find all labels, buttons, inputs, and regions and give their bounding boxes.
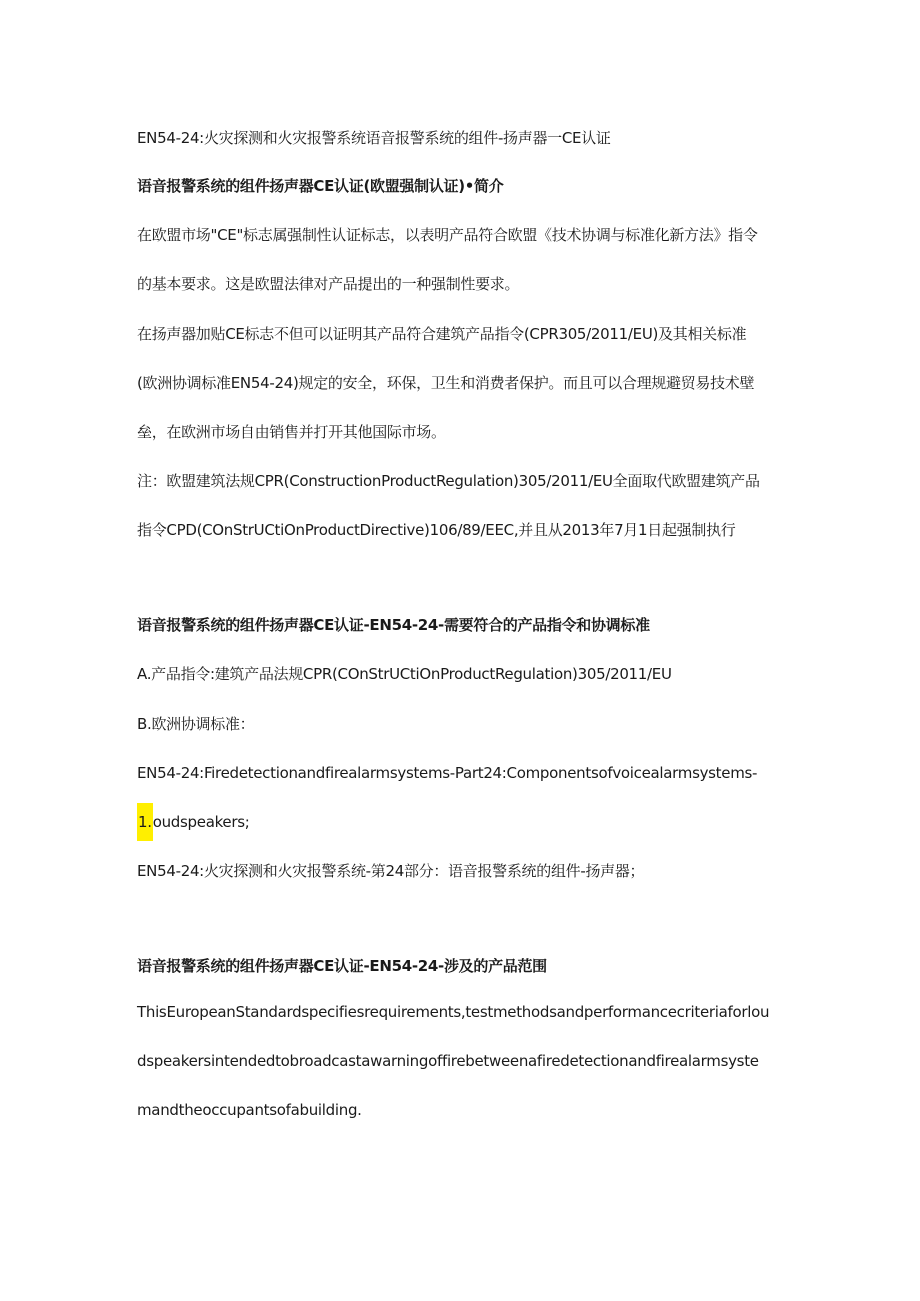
section1-para1-line1: 在欧盟市场"CE"标志属强制性认证标志，以表明产品符合欧盟《技术协调与标准化新方法》指令 <box>137 226 758 244</box>
standard-cn-line: EN54-24:火灾探测和火灾报警系统-第24部分：语音报警系统的组件-扬声器； <box>137 862 645 880</box>
standard-en-line1: EN54-24:Firedetectionandfirealarmsystems-Part24:Componentsofvoicealarmsystems- <box>137 764 758 782</box>
section1-para2-line2: (欧洲协调标准EN54-24)规定的安全，环保，卫生和消费者保护。而且可以合理规避贸易技术壁 <box>137 374 755 392</box>
section1-para2-line1: 在扬声器加贴CE标志不但可以证明其产品符合建筑产品指令(CPR305/2011/EU)及其相关标准 <box>137 325 747 343</box>
section1-para1-line2: 的基本要求。这是欧盟法律对产品提出的一种强制性要求。 <box>137 275 520 293</box>
section1-note-line2: 指令CPD(COnStrUCtiOnProductDirective)106/89/EEC,并且从2013年7月1日起强制执行 <box>137 521 736 539</box>
standard-en-line2-rest: oudspeakers; <box>152 813 250 831</box>
section3-heading: 语音报警系统的组件扬声器CE认证-EN54-24-涉及的产品范围 <box>137 957 547 975</box>
section1-note-line1: 注：欧盟建筑法规CPR(ConstructionProductRegulation)305/2011/EU全面取代欧盟建筑产品 <box>137 472 760 490</box>
section2-heading: 语音报警系统的组件扬声器CE认证-EN54-24-需要符合的产品指令和协调标准 <box>137 616 650 634</box>
scope-line1: ThisEuropeanStandardspecifiesrequirements,testmethodsandperformancecriteriaforlou <box>137 1003 770 1021</box>
section1-para2-line3: 垒，在欧洲市场自由销售并打开其他国际市场。 <box>137 423 446 441</box>
highlighted-text: 1. <box>137 803 153 841</box>
scope-line2: dspeakersintendedtobroadcastawarningoffirebetweenafiredetectionandfirealarmsyste <box>137 1052 759 1070</box>
document-title <box>137 128 611 148</box>
section1-heading: 语音报警系统的组件扬声器CE认证(欧盟强制认证)•简介 <box>137 177 504 195</box>
standard-en-line2 <box>137 812 250 832</box>
scope-line3: mandtheoccupantsofabuilding. <box>137 1101 362 1119</box>
section2-item-a: A.产品指令:建筑产品法规CPR(COnStrUCtiOnProductRegulation)305/2011/EU <box>137 665 672 683</box>
title-text: EN54-24:火灾探测和火灾报警系统语音报警系统的组件-扬声器一CE认证 <box>137 129 611 147</box>
section2-item-b: B.欧洲协调标准： <box>137 715 255 733</box>
